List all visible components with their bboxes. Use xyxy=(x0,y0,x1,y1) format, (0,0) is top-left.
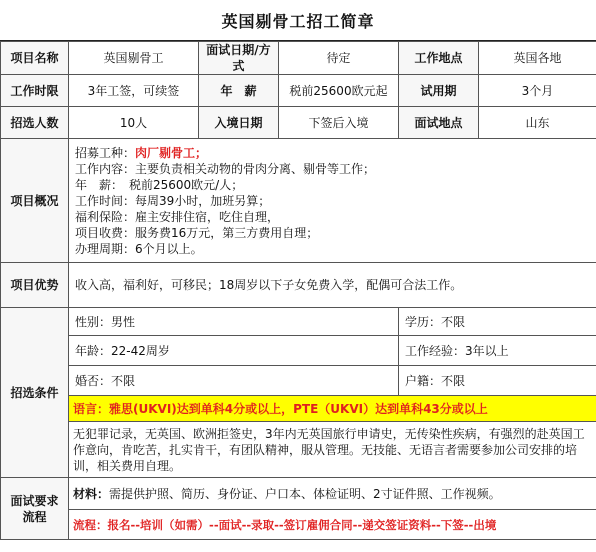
table-row xyxy=(1,308,596,336)
overview-line xyxy=(75,145,590,161)
marriage-cell: 婚否：不限 xyxy=(69,366,399,396)
entry-date-label: 入境日期 xyxy=(199,107,279,139)
project-name-value: 英国剔骨工 xyxy=(69,42,199,75)
general-requirements: 无犯罪记录，无英国、欧洲拒签史，3年内无英国旅行申请史，无传染性疾病，有强烈的赴英国工作意向，肯吃苦，扎实肯干，有团队精神，服从管理。无技能、无语言者需要参加公司安排的培训，相关费用自理。 xyxy=(69,422,596,478)
page-title: 英国剔骨工招工简章 xyxy=(0,0,596,42)
advantage-text: 收入高，福利好，可移民；18周岁以下子女免费入学，配偶可合法工作。 xyxy=(69,263,596,308)
interview-place-label: 面试地点 xyxy=(399,107,479,139)
info-table xyxy=(0,41,596,540)
job-type-prefix: 招募工种： xyxy=(75,145,136,160)
language-requirement: 语言：雅思(UKVI)达到单科4分或以上，PTE（UKVI）达到单科43分或以上 xyxy=(69,396,596,422)
work-location-value: 英国各地 xyxy=(479,42,596,75)
salary-label: 年 薪 xyxy=(199,75,279,107)
overview-line: 年 薪： 税前25600欧元/人； xyxy=(75,177,244,192)
interview-label-line1: 面试要求 xyxy=(10,493,59,508)
overview-label: 项目概况 xyxy=(1,139,69,263)
table-row xyxy=(1,75,596,107)
table-row xyxy=(1,139,596,263)
advantage-label: 项目优势 xyxy=(1,263,69,308)
table-row xyxy=(1,478,596,510)
job-type-highlight: 肉厂剔骨工； xyxy=(135,145,208,160)
salary-value: 税前25600欧元起 xyxy=(279,75,399,107)
entry-date-value: 下签后入境 xyxy=(279,107,399,139)
age-cell: 年龄：22-42周岁 xyxy=(69,336,399,366)
education-cell: 学历：不限 xyxy=(399,308,596,336)
table-row xyxy=(1,510,596,540)
gender-cell: 性别：男性 xyxy=(69,308,399,336)
work-location-label: 工作地点 xyxy=(399,42,479,75)
overview-line: 福利保险：雇主安排住宿，吃住自理， xyxy=(75,209,280,224)
headcount-value: 10人 xyxy=(69,107,199,139)
interview-place-value: 山东 xyxy=(479,107,596,139)
table-row xyxy=(1,42,596,75)
probation-value: 3个月 xyxy=(479,75,596,107)
table-row xyxy=(1,366,596,396)
table-row xyxy=(1,396,596,422)
overview-line: 项目收费：服务费16万元，第三方费用自理； xyxy=(75,225,319,240)
overview-line: 工作时间：每周39小时，加班另算； xyxy=(75,193,271,208)
interview-date-label: 面试日期/方式 xyxy=(199,42,279,75)
work-term-label: 工作时限 xyxy=(1,75,69,107)
hukou-cell: 户籍：不限 xyxy=(399,366,596,396)
overview-line: 办理周期：6个月以上。 xyxy=(75,241,203,256)
work-term-value: 3年工签，可续签 xyxy=(69,75,199,107)
conditions-label: 招选条件 xyxy=(1,308,69,478)
project-name-label: 项目名称 xyxy=(1,42,69,75)
table-row xyxy=(1,336,596,366)
interview-label-line2: 流程 xyxy=(22,509,47,524)
materials-label: 材料： xyxy=(73,486,110,501)
table-row xyxy=(1,263,596,308)
table-row xyxy=(1,422,596,478)
materials-text: 需提供护照、简历、身份证、户口本、体检证明、2寸证件照、工作视频。 xyxy=(109,486,501,501)
overview-content xyxy=(69,139,596,263)
process-cell: 流程：报名--培训（如需）--面试--录取--签订雇佣合同--递交签证资料--下签--出境 xyxy=(69,510,596,540)
materials-cell xyxy=(69,478,596,510)
headcount-label: 招选人数 xyxy=(1,107,69,139)
probation-label: 试用期 xyxy=(399,75,479,107)
overview-line: 工作内容：主要负责相关动物的骨肉分离、剔骨等工作； xyxy=(75,161,376,176)
experience-cell: 工作经验：3年以上 xyxy=(399,336,596,366)
table-row xyxy=(1,107,596,139)
interview-label xyxy=(1,478,69,540)
interview-date-value: 待定 xyxy=(279,42,399,75)
